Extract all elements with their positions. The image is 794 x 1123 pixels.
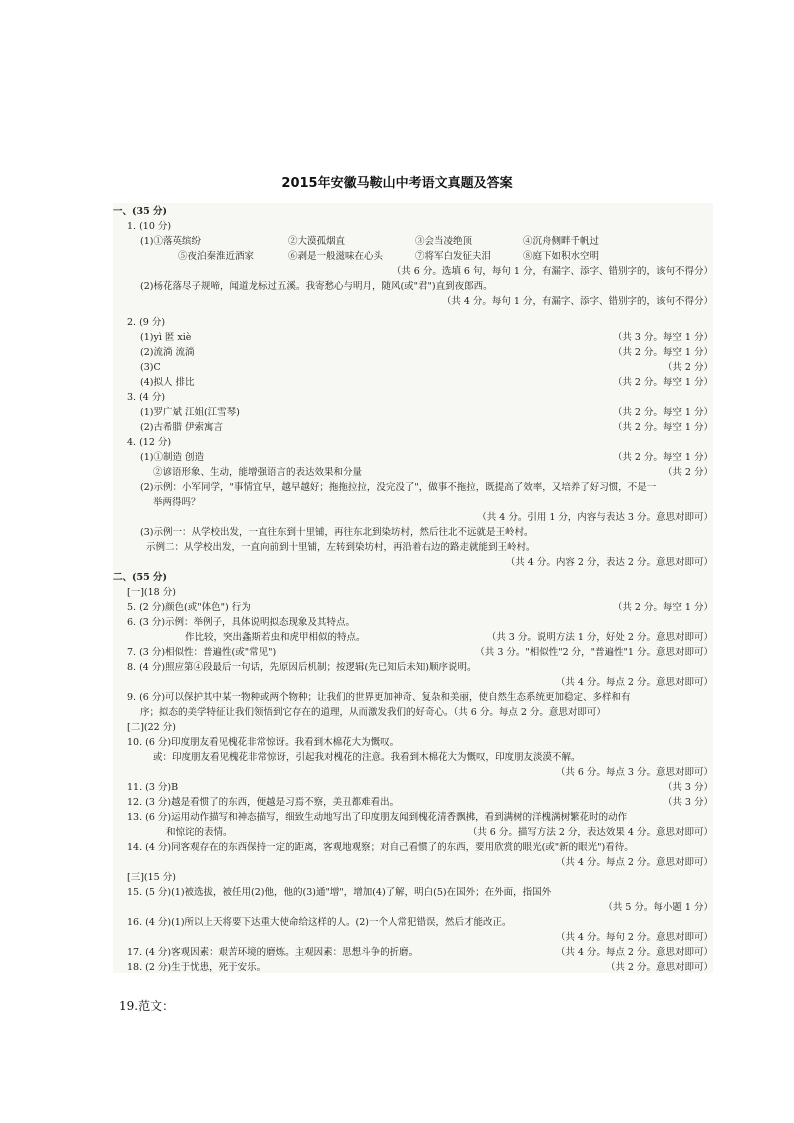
answer-line-q10s: （共 6 分。每点 3 分。意思对即可） <box>555 767 713 778</box>
answer-line-q9: 9. (6 分)可以保护其中某一物种或两个物种；让我们的世界更加神奇、复杂和美丽，使自然生态系统更加稳定、多样和有 <box>127 692 631 703</box>
answer-line-q16: 16. (4 分)(1)所以上天将要下达重大使命给这样的人。(2)一个人常犯错误，然后才能改正。 <box>127 917 512 928</box>
answer-line-q1_1a: (1)①落英缤纷 <box>140 236 201 247</box>
answer-line-q4_1bs: （共 2 分） <box>662 467 713 478</box>
answer-line-q3_2: (2)古希腊 伊索寓言 <box>140 422 223 433</box>
answer-line-q6s: （共 3 分。说明方法 1 分，好处 2 分。意思对即可） <box>486 632 713 643</box>
answer-line-q2_1: (1)yì 匿 xiè <box>140 332 192 343</box>
answer-line-q4_2: (2)示例：小军同学，"事情宜早，越早越好；拖拖拉拉，没完没了"，做事不拖拉，既提高了效率，又培养了好习惯，不是一 <box>140 482 657 493</box>
answer-line-q2_2s: （共 2 分。每空 1 分） <box>612 347 713 358</box>
answer-line-q4_2b: 举两得吗？ <box>153 497 201 508</box>
answer-line-q9b: 序；拟态的美学特征让我们领悟到它存在的道理，从而激发我们的好奇心。（共 6 分。每点 2 分。意思对即可） <box>140 707 606 718</box>
answer-line-q13s: （共 6 分。描写方法 2 分，表达效果 4 分。意思对即可） <box>467 827 713 838</box>
answer-line-q1_2: (2)杨花落尽子规啼，闻道龙标过五溪。我寄愁心与明月，随风(或"君")直到夜郎西。 <box>140 281 493 292</box>
answer-line-q1_1b: ②大漠孤烟直 <box>288 236 346 247</box>
answer-line-q11s: （共 3 分） <box>662 782 713 793</box>
answer-line-q18: 18. (2 分)生于忧患，死于安乐。 <box>127 962 267 973</box>
answer-line-q1_1g: ⑦将军白发征夫泪 <box>415 251 492 262</box>
answer-line-q6b: 作比较，突出螽斯若虫和虎甲相似的特点。 <box>185 632 366 643</box>
answer-line-q2_4s: （共 2 分。每空 1 分） <box>612 377 713 388</box>
answer-line-q10b: 或：印度朋友看见槐花非常惊讶，引起我对槐花的注意。我看到木棉花大为慨叹，印度朋友淡漠不解。 <box>153 752 581 763</box>
answer-line-q7s: （共 3 分。"相似性"2 分，"普遍性"1 分。意思对即可） <box>475 647 713 658</box>
answer-line-q15: 15. (5 分)(1)被选拔，被任用(2)他，他的(3)通"增"，增加(4)了解，明白(5)在国外；在外面，指国外 <box>127 887 552 898</box>
answer-line-q3: 3. (4 分) <box>127 392 166 403</box>
answer-line-q5: 5. (2 分)颜色(或"体色") 行为 <box>127 602 251 613</box>
answer-line-q14: 14. (4 分)同客观存在的东西保持一定的距离，客观地观察；对自己看惯了的东西，要用欣赏的眼光(或"新的眼光")看待。 <box>127 842 634 853</box>
answer-line-p2: [二](22 分) <box>127 722 176 733</box>
answer-line-q2_4: (4)拟人 排比 <box>140 377 195 388</box>
answer-line-p1: [一](18 分) <box>127 587 176 598</box>
answer-line-q13: 13. (6 分)运用动作描写和神态描写，细致生动地写出了印度朋友闻到槐花清香飘拂，看到满树的洋槐满树繁花时的动作 <box>127 812 628 823</box>
answer-line-q15s: （共 5 分。每小题 1 分） <box>603 902 713 913</box>
answer-line-q12: 12. (3 分)越是看惯了的东西，便越是习焉不察，美丑都难看出。 <box>127 797 400 808</box>
answer-line-q4_1b: ②谚语形象、生动，能增强语言的表达效果和分量 <box>153 467 363 478</box>
answer-line-q4: 4. (12 分) <box>127 437 172 448</box>
answer-line-q2: 2. (9 分) <box>127 317 166 328</box>
answer-line-q3_1: (1)罗广斌 江姐(江雪琴) <box>140 407 240 418</box>
answer-line-q6: 6. (3 分)示例：举例子，具体说明拟态现象及其特点。 <box>127 617 356 628</box>
answer-line-p3: [三](15 分) <box>127 872 176 883</box>
answer-line-q4_3b: 示例二：从学校出发，一直向前到十里铺，左转到染坊村，再沿着右边的路走就能到王岭村。 <box>146 542 536 553</box>
answer-line-q1_2s: （共 4 分。每句 1 分，有漏字、添字、错别字的，该句不得分） <box>441 296 713 307</box>
answer-scan-area <box>113 203 713 973</box>
answer-line-q10: 10. (6 分)印度朋友看见槐花非常惊讶。我看到木棉花大为慨叹。 <box>127 737 400 748</box>
answer-line-q2_3s: （共 2 分） <box>662 362 713 373</box>
answer-line-q17: 17. (4 分)客观因素：艰苦环境的磨炼。主观因素：思想斗争的折磨。 <box>127 947 419 958</box>
answer-line-q14s: （共 4 分。每点 2 分。意思对即可） <box>555 857 713 868</box>
answer-line-q13b: 和惊诧的表情。 <box>166 827 233 838</box>
essay-heading: 19.范文： <box>119 999 175 1013</box>
answer-line-q11: 11. (3 分)B <box>127 782 179 793</box>
answer-line-q4_1s: （共 2 分。每空 1 分） <box>612 452 713 463</box>
answer-line-q2_1s: （共 3 分。每空 1 分） <box>612 332 713 343</box>
answer-line-q17s: （共 4 分。每点 2 分。意思对即可） <box>555 947 713 958</box>
answer-line-q1_1f: ⑥剥是一般滋味在心头 <box>288 251 384 262</box>
answer-line-q4_3: (3)示例一：从学校出发，一直往东到十里铺，再往东北到染坊村，然后往北不远就是王岭村。 <box>140 527 534 538</box>
answer-line-q12s: （共 3 分） <box>662 797 713 808</box>
answer-line-s1: 一、(35 分) <box>113 206 168 217</box>
answer-line-q7: 7. (3 分)相似性：普遍性(或"常见") <box>127 647 277 658</box>
answer-line-s2: 二、(55 分) <box>113 572 168 583</box>
answer-line-q5s: （共 2 分。每空 1 分） <box>612 602 713 613</box>
answer-line-q1: 1. (10 分) <box>127 221 172 232</box>
answer-line-q2_3: (3)C <box>140 362 161 373</box>
answer-line-q3_1s: （共 2 分。每空 1 分） <box>612 407 713 418</box>
answer-line-q4_2s: （共 4 分。引用 1 分，内容与表达 3 分。意思对即可） <box>477 512 713 523</box>
answer-line-q8: 8. (4 分)照应第④段最后一句话，先原因后机制；按逻辑(先已知后未知)顺序说明。 <box>127 662 477 673</box>
answer-line-q1_1c: ③会当凌绝顶 <box>415 236 473 247</box>
answer-line-q1_1s: （共 6 分。选填 6 句，每句 1 分，有漏字、添字、错别字的，该句不得分） <box>391 266 713 277</box>
answer-line-q1_1d: ④沉舟侧畔千帆过 <box>523 236 600 247</box>
answer-line-q4_3s: （共 4 分。内容 2 分，表达 2 分。意思对即可） <box>505 557 713 568</box>
answer-line-q8s: （共 4 分。每点 2 分。意思对即可） <box>555 677 713 688</box>
answer-line-q3_2s: （共 2 分。每空 1 分） <box>612 422 713 433</box>
answer-line-q2_2: (2)流淌 流淌 <box>140 347 195 358</box>
page-title: 2015年安徽马鞍山中考语文真题及答案 <box>281 176 513 191</box>
answer-line-q4_1: (1)①制造 创造 <box>140 452 204 463</box>
answer-line-q16s: （共 4 分。每句 2 分。意思对即可） <box>555 932 713 943</box>
answer-line-q1_1h: ⑧庭下如积水空明 <box>523 251 600 262</box>
answer-line-q1_1e: ⑤夜泊秦淮近酒家 <box>178 251 255 262</box>
answer-line-q18s: （共 2 分。意思对即可） <box>605 962 713 973</box>
